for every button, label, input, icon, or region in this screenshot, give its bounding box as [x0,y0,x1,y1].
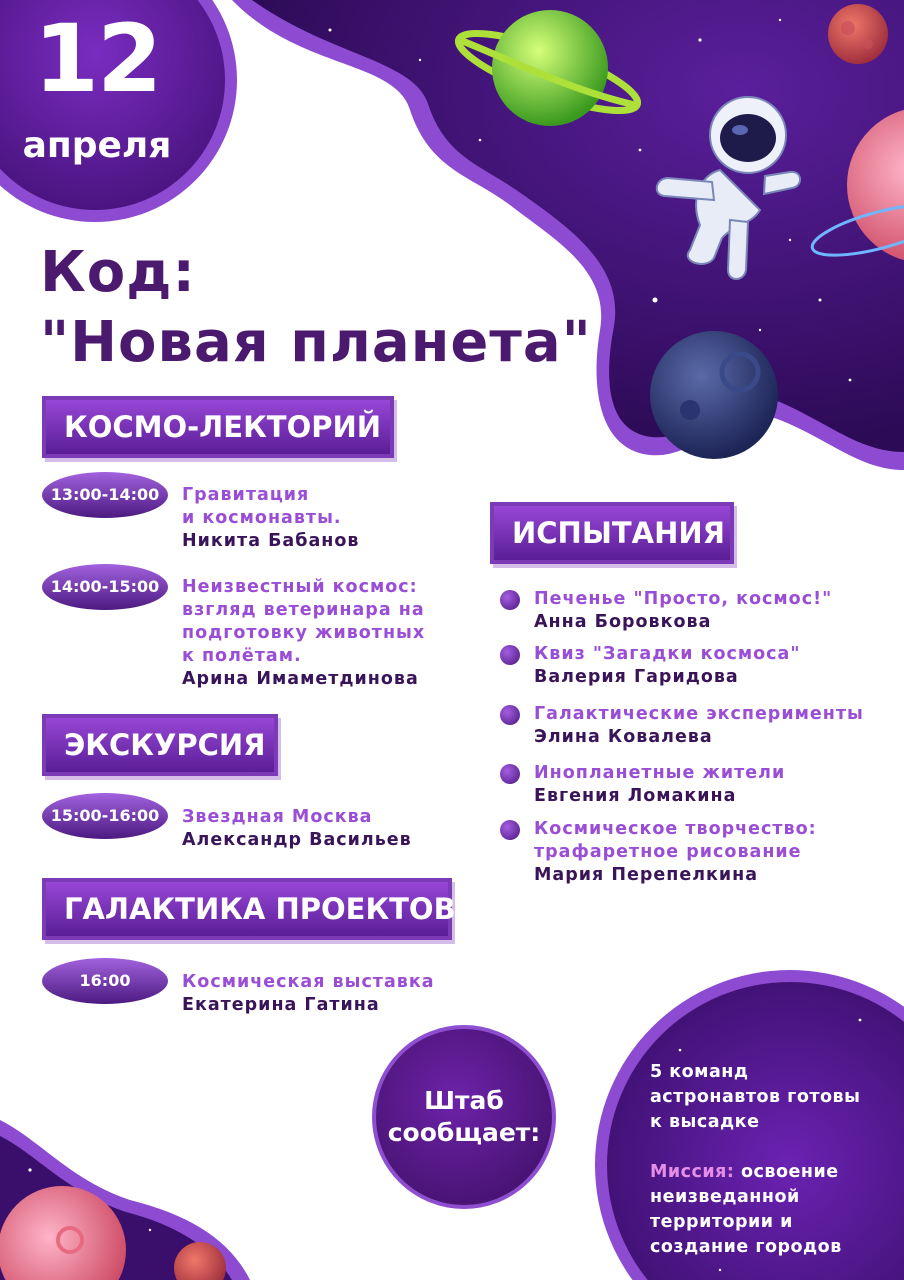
event-title: к полётам. [182,646,302,666]
hq-badge [372,1025,556,1209]
trial-person: Анна Боровкова [534,612,712,632]
section-header-trials: ИСПЫТАНИЯ [490,502,734,564]
bullet-icon [500,764,520,784]
bullet-icon [500,705,520,725]
section-header-projects: ГАЛАКТИКА ПРОЕКТОВ [42,878,452,940]
time-pill: 13:00-14:00 [42,472,168,518]
trial-title: Инопланетные жители [534,763,786,783]
event-title: подготовку животных [182,623,426,643]
time-pill: 15:00-16:00 [42,793,168,839]
message-line: к высадке [650,1112,760,1132]
trial-title: Квиз "Загадки космоса" [534,644,801,664]
date-month: апреля [22,125,172,166]
trial-item [534,643,894,689]
event-title: взгляд ветеринара на [182,600,425,620]
date-day: 12 [33,5,161,114]
event-item [182,806,472,852]
hq-message [650,1060,900,1260]
event-item [182,484,472,553]
trial-title: Космическое творчество: [534,819,817,839]
event-title: Космическая выставка [182,972,435,992]
trial-person: Евгения Ломакина [534,786,737,806]
message-line: создание городов [650,1237,842,1257]
bullet-icon [500,645,520,665]
title-line-1: Код: [40,240,196,305]
message-line: 5 команд [650,1062,749,1082]
trial-item [534,703,894,749]
blue-moon-icon [650,331,778,459]
red-planet-icon [828,4,888,64]
trial-item [534,588,894,634]
section-header-excursion: ЭКСКУРСИЯ [42,714,278,776]
event-item [182,576,472,691]
bullet-icon [500,590,520,610]
trial-title: Галактические эксперименты [534,704,864,724]
event-title: Звездная Москва [182,807,373,827]
event-title: и космонавты. [182,508,342,528]
message-line: астронавтов готовы [650,1087,861,1107]
trial-item [534,818,894,887]
mission-line [650,1160,900,1185]
mission-label: Миссия: [650,1162,735,1182]
page-title [40,238,592,378]
event-person: Никита Бабанов [182,531,360,551]
trial-title: трафаретное рисование [534,842,802,862]
event-title: Неизвестный космос: [182,577,418,597]
trial-title: Печенье "Просто, космос!" [534,589,833,609]
hq-line-2: сообщает: [387,1118,541,1147]
trial-person: Элина Ковалева [534,727,713,747]
message-line: неизведанной [650,1187,800,1207]
event-item [182,971,472,1017]
section-header-lectorium: КОСМО-ЛЕКТОРИЙ [42,396,394,458]
bullet-icon [500,820,520,840]
event-title: Гравитация [182,485,310,505]
hq-line-1: Штаб [424,1086,504,1115]
trial-person: Мария Перепелкина [534,865,759,885]
event-person: Арина Имаметдинова [182,669,419,689]
trial-item [534,762,894,808]
title-line-2: "Новая планета" [40,310,592,375]
message-line: территории и [650,1212,793,1232]
mission-text: освоение [734,1162,839,1182]
time-pill: 14:00-15:00 [42,564,168,610]
event-person: Александр Васильев [182,830,412,850]
trial-person: Валерия Гаридова [534,667,739,687]
time-pill: 16:00 [42,958,168,1004]
event-person: Екатерина Гатина [182,995,380,1015]
